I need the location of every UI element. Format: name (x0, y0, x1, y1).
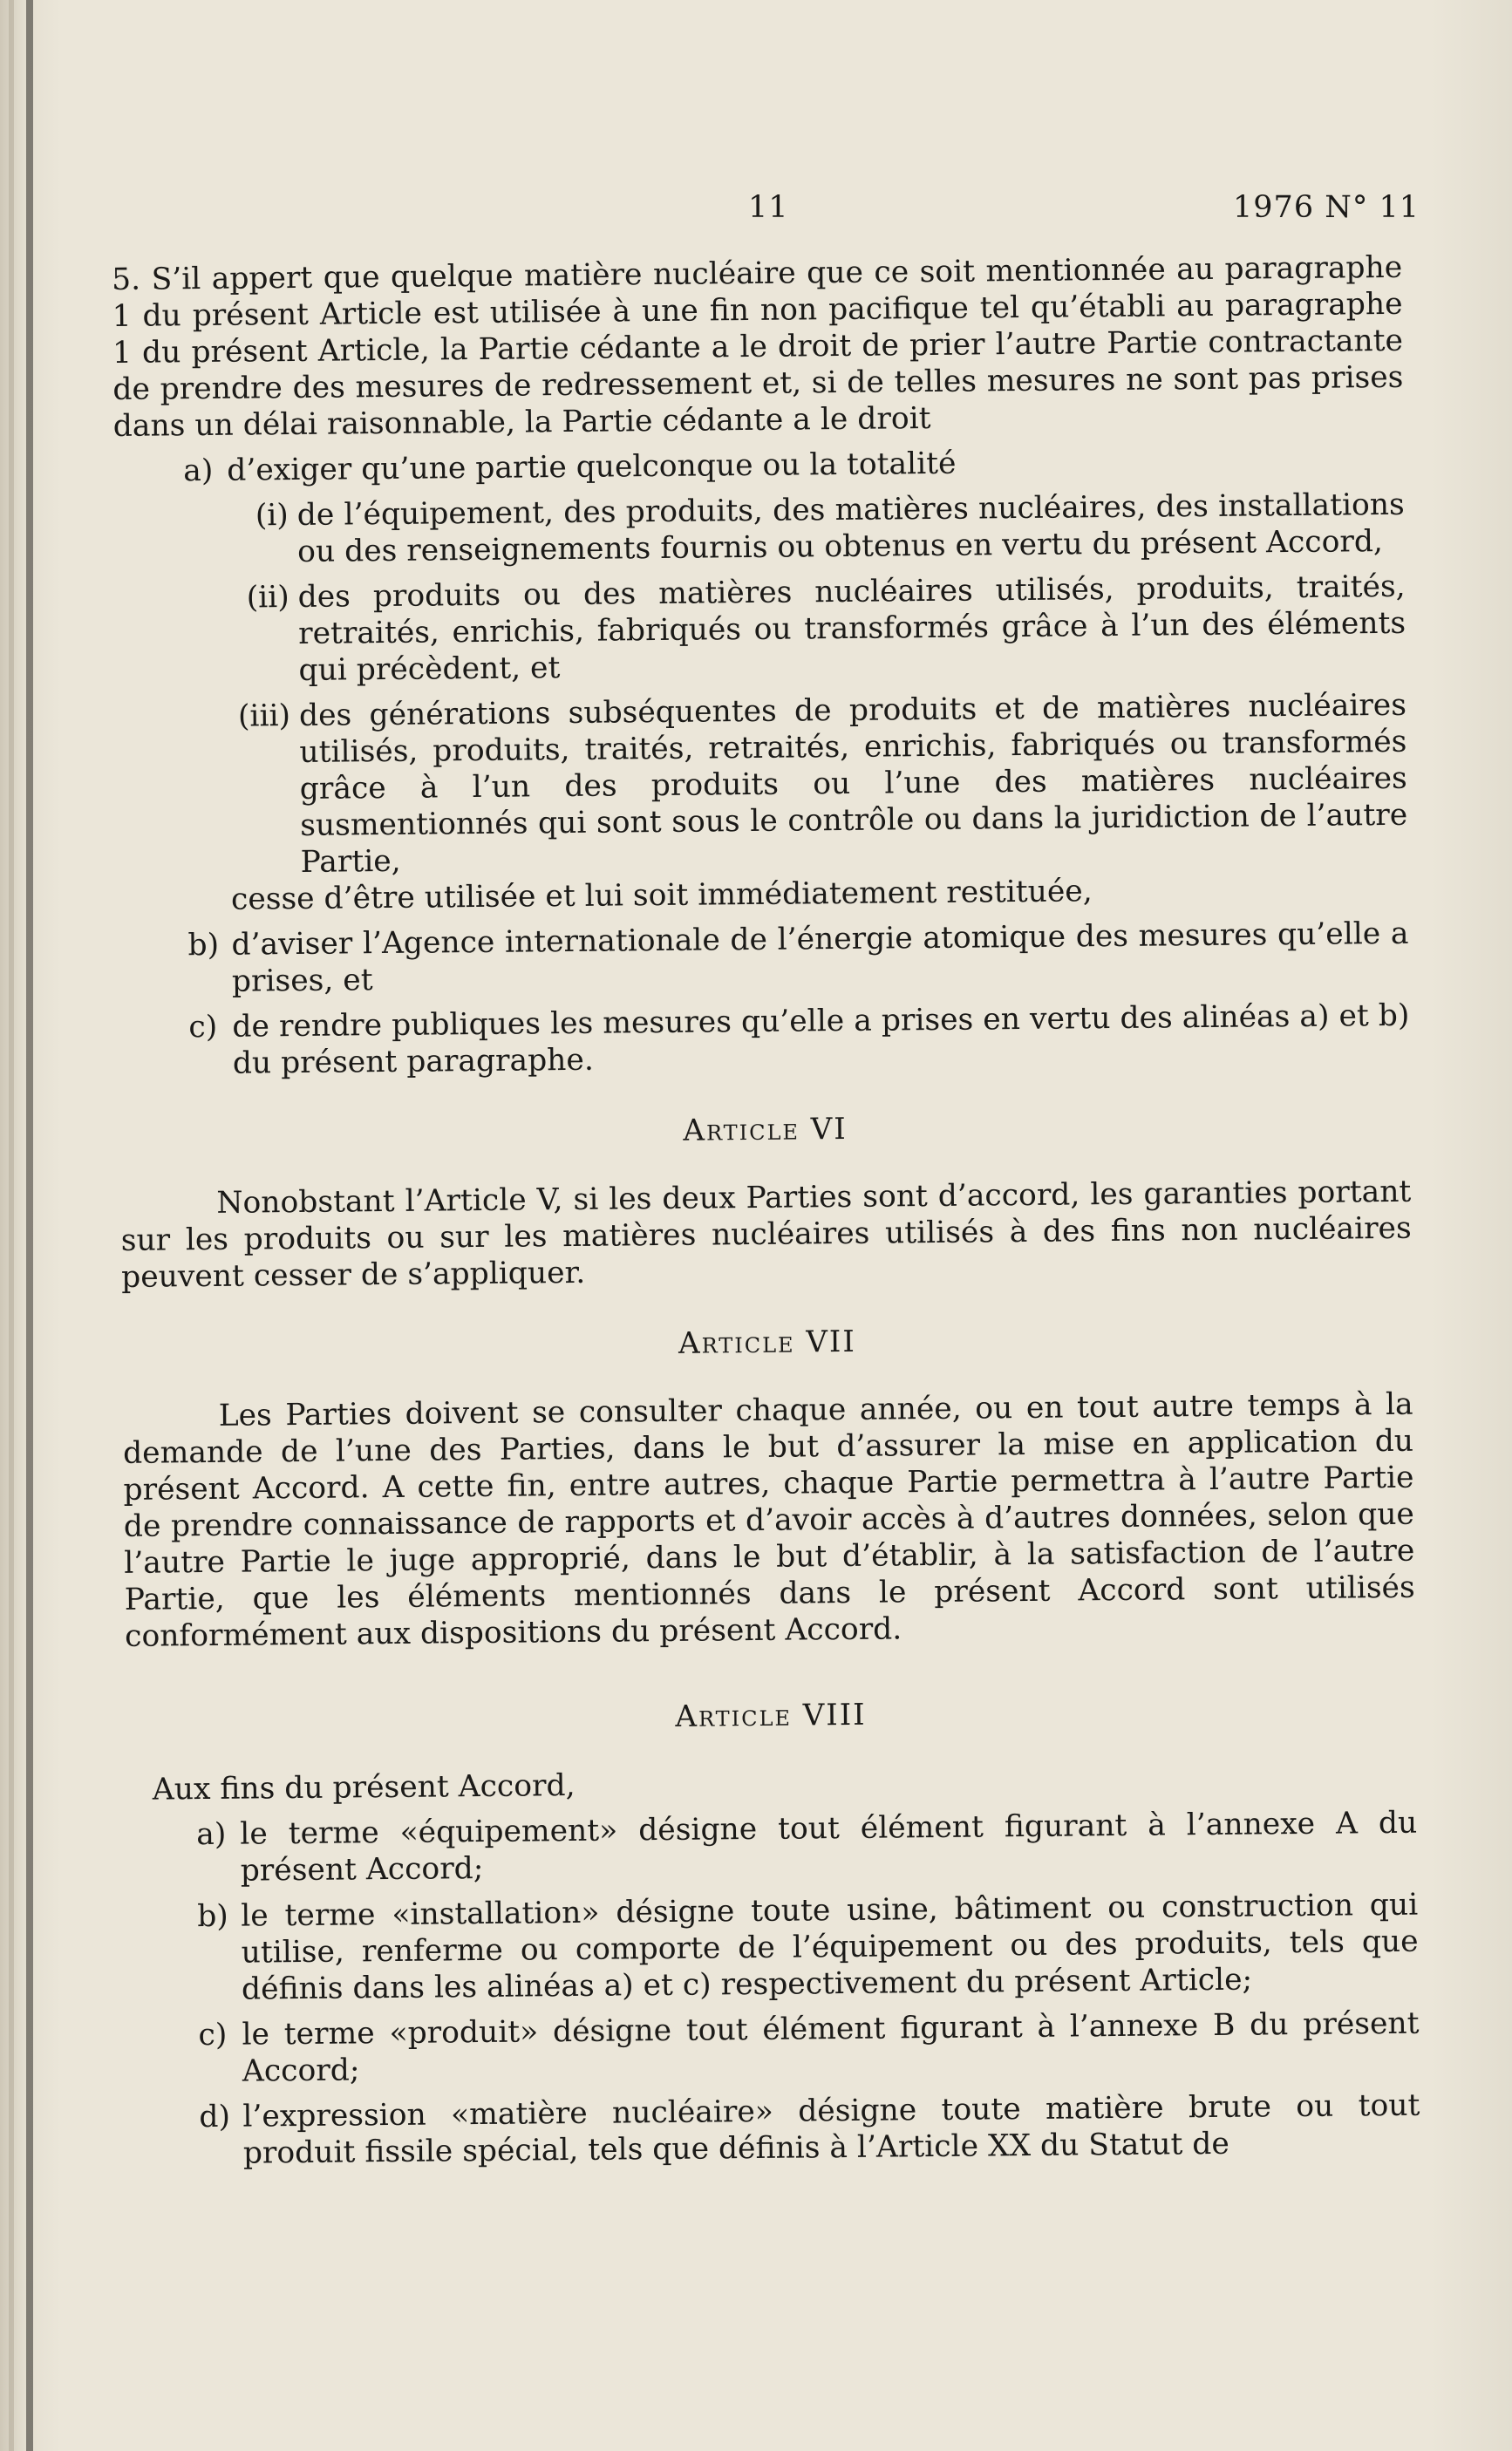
item-label: a) (196, 1816, 227, 1853)
article-8-intro: Aux fins du présent Accord, (152, 1767, 576, 1808)
item-label: c) (188, 1009, 218, 1045)
item-text: l’expression «matière nucléaire» désigne toute matière brute ou tout produit fissile spécial, tels que définis à l’Article XX du Statut de (242, 2087, 1420, 2171)
article-8-item-c (128, 2005, 1420, 2091)
sub-item-text: de l’équipement, des produits, des matières nucléaires, des installations ou des renseignements fournis ou obtenus en vertu du présent Accord, (296, 487, 1405, 569)
item-text: d’aviser l’Agence internationale de l’énergie atomique des mesures qu’elle a prises, et (231, 916, 1409, 999)
sub-item-ii (115, 568, 1406, 691)
article-6-heading: Article VI (683, 1111, 848, 1148)
item-label: d) (199, 2099, 231, 2135)
item-text: le terme «équipement» désigne tout élément figurant à l’annexe A du présent Accord; (240, 1805, 1418, 1889)
sub-item-i (114, 487, 1406, 572)
sub-item-text: des générations subséquentes de produits et de matières nucléaires utilisés, produits, traités, retraités, enrichis, fabriqués ou transformés grâce à l’un des produits ou l’une des matières nucléaires susmentionnés qui sont sous le contrôle ou dans la juridiction de l’autre Partie, (298, 687, 1408, 880)
item-a-continuation: cesse d’être utilisée et lui soit immédiatement restituée, (230, 874, 1093, 917)
page-header (0, 190, 1512, 234)
item-text: d’exiger qu’une partie quelconque ou la totalité (227, 446, 957, 488)
item-text: le terme «installation» désigne toute usine, bâtiment ou construction qui utilise, renferme ou comporte de l’équipement ou des produits, tels que définis dans les alinéas a) et c) respectivement du présent Article; (241, 1887, 1419, 2007)
article-6-text: Nonobstant l’Article V, si les deux Parties sont d’accord, les garanties portant sur les produits ou sur les matières nucléaires utilisés à des fins non nucléaires peuvent cesser de s’appliquer. (120, 1174, 1412, 1295)
sub-item-text: des produits ou des matières nucléaires utilisés, produits, traités, retraités, enrichis, fabriqués ou transformés grâce à l’un des éléments qui précèdent, et (297, 568, 1406, 688)
article-7-heading: Article VII (678, 1324, 856, 1361)
sub-item-label: (ii) (246, 580, 289, 616)
article-8-item-b (127, 1887, 1419, 2009)
item-label: b) (187, 927, 220, 963)
article-8-heading: Article VIII (675, 1697, 867, 1734)
item-b (118, 916, 1409, 1001)
item-c (119, 997, 1410, 1083)
document-body (112, 249, 1420, 2173)
sub-item-label: (iii) (237, 698, 291, 734)
item-label: a) (183, 453, 214, 489)
article-7-text: Les Parties doivent se consulter chaque année, ou en tout autre temps à la demande de l’une des Parties, dans le but d’assurer la mise en application du présent Accord. A cette fin, entre autres, chaque Partie permettra à l’autre Partie de prendre connaissance de rapports et d’avoir accès à d’autres données, selon que l’autre Partie le juge approprié, dans le but d’établir, à la satisfaction de l’autre Partie, que les éléments mentionnés dans le présent Accord sont utilisés conformément aux dispositions du présent Accord. (122, 1386, 1415, 1654)
binding-shadow (26, 0, 33, 2451)
item-label: b) (197, 1898, 228, 1935)
article-8-item-d (129, 2087, 1420, 2173)
item-text: le terme «produit» désigne tout élément figurant à l’annexe B du présent Accord; (242, 2005, 1420, 2089)
paragraph-5: 5. S’il appert que quelque matière nucléaire que ce soit mentionnée au paragraphe 1 du présent Article est utilisée à une fin non pacifique tel qu’établi au paragraphe 1 du présent Article, la Partie cédante a le droit de prier l’autre Partie contractante de prendre des mesures de redressement et, si de telles mesures ne sont pas prises dans un délai raisonnable, la Partie cédante a le droit (112, 249, 1404, 444)
sub-item-iii (116, 687, 1408, 882)
page-number: 11 (748, 190, 789, 225)
year-number: 1976 N° 11 (1233, 190, 1420, 225)
item-a (113, 441, 1404, 490)
item-text: de rendre publiques les mesures qu’elle a prises en vertu des alinéas a) et b) du présent paragraphe. (232, 997, 1410, 1081)
article-8-item-a (126, 1805, 1418, 1890)
sub-item-label: (i) (255, 498, 289, 534)
item-label: c) (198, 2017, 228, 2053)
binding-edge (9, 0, 14, 2451)
